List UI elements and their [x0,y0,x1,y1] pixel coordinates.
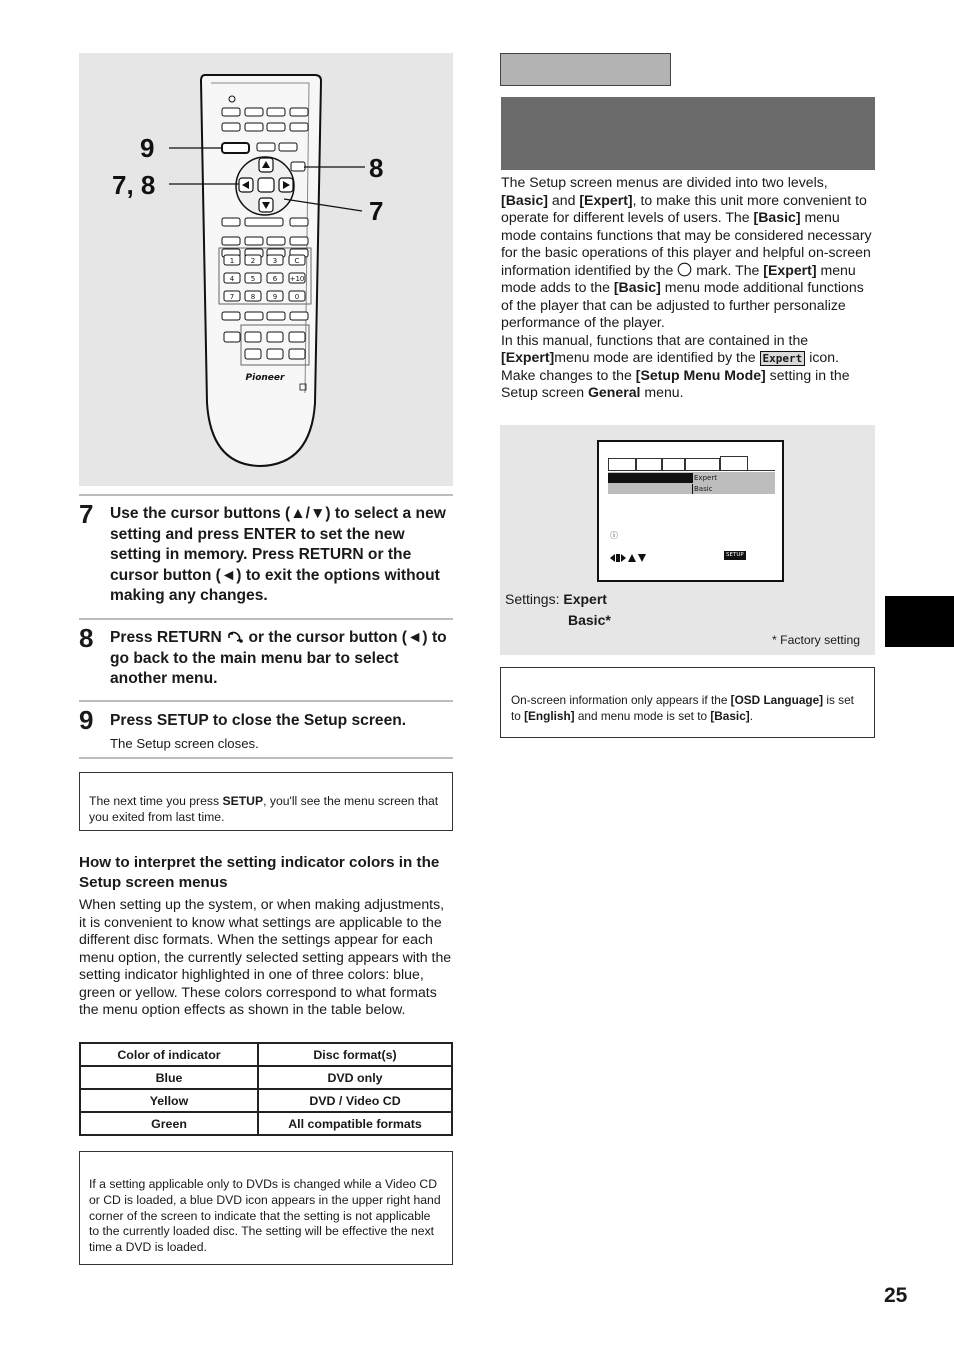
setting-basic-default: Basic* [568,612,611,628]
step-8-text-before: Press RETURN [110,629,222,646]
section-title-banner [501,97,875,170]
key-2: 2 [250,257,256,265]
note-setup-after: , you'll see the menu screen that you exited from last time. [89,794,439,824]
screen-tab-general-active [720,456,748,470]
chapter-side-tab [885,596,954,647]
key-6: 6 [272,275,278,283]
key-8: 8 [250,293,256,301]
step-9-rule [79,700,453,702]
heading-label-bar [500,53,671,86]
callout-7-8: 7, 8 [112,170,156,200]
callout-7: 7 [369,196,384,226]
setting-expert: Expert [563,591,607,607]
section-heading: How to interpret the setting indicator colors in the Setup screen menus [79,854,440,891]
table-header-format: Disc format(s) [258,1043,452,1066]
return-icon [226,631,244,643]
menu-levels-text [501,174,877,402]
key-9: 9 [272,293,278,301]
step-8-rule [79,618,453,620]
table-cell-color: Yellow [80,1089,258,1112]
table-header-row [80,1043,452,1066]
screen-tab-baseline [608,470,775,471]
info-circle-icon [677,262,692,277]
note-dvd-icon-text: If a setting applicable only to DVDs is changed while a Video CD or CD is loaded, a blue DVD icon appears in the upper right hand corner of the screen to indicate that the setting is not applicable to the currently loaded disc. The setting will be effective the next time a DVD is loaded. [89,1177,441,1255]
remote-brand-logo: Pioneer [245,373,285,383]
section-body-text: When setting up the system, or when making adjustments, it is convenient to know what settings are applicable to the different disc formats. When the settings appear for each menu option, the currently selected setting appears with the setting indicator highlighted in one of three colors: blue, green or yellow. These colors correspond to what formats the menu option effects as shown in the table below. [79,896,452,1017]
screen-info-mark-icon: ⓘ [610,531,618,540]
note-onscreen-info-text: On-screen information only appears if the [OSD Language] is set to [English] and menu mode is set to [Basic]. [511,693,854,723]
remote-control-illustration [79,53,453,486]
screen-option-expert: Expert [694,474,717,482]
factory-setting-note: * Factory setting [772,633,861,647]
table-row [80,1112,452,1135]
indicator-color-table [79,1042,453,1136]
note-box-dvd-icon [79,1151,453,1265]
step-7-rule [79,494,453,496]
screen-nav-arrows [610,550,646,568]
key-4: 4 [229,275,235,283]
screen-setup-icon: SETUP [726,552,744,558]
table-cell-format: DVD / Video CD [258,1089,452,1112]
step-7-text: Use the cursor buttons (▲/▼) to select a new setting and press ENTER to set the new setting in memory. Press RETURN or the cursor button (◄) to exit the options without making any changes. [110,505,446,605]
setup-screen-mockup [597,440,784,582]
key-1: 1 [229,257,235,265]
note-setup-before: The next time you press [89,794,223,808]
screen-tab [685,458,720,470]
callout-8: 8 [369,153,384,183]
step-9-bottom-rule [79,757,453,759]
screen-selected-item [608,473,692,483]
screen-tab [636,458,662,470]
key-3: 3 [272,257,278,265]
table-cell-format: All compatible formats [258,1112,452,1135]
step-8-text [110,628,453,690]
step-8-text-after: or the cursor button (◄) to go back to the main menu bar to select another menu. [110,629,447,688]
note-setup-text [89,794,443,826]
note-box-setup [79,772,453,831]
screen-option-basic: Basic [694,485,713,493]
settings-label-text: Settings: [505,591,564,607]
screen-tab [662,458,685,470]
table-row [80,1089,452,1112]
remote-figure-panel [79,53,453,486]
table-cell-format: DVD only [258,1066,452,1089]
table-header-color: Color of indicator [80,1043,258,1066]
setup-screen-panel [500,425,875,655]
key-plus10: +10 [289,275,305,283]
screen-tab [608,458,636,470]
table-row [80,1066,452,1089]
table-cell-color: Green [80,1112,258,1135]
settings-label [505,591,607,607]
expert-icon-paragraph: In this manual, functions that are contained in the [Expert]menu mode are identified by the Expert icon. Make changes to the [Setup Menu Mode] setting in the Setup screen General menu. [501,331,850,400]
step-7-number: 7 [79,499,94,529]
key-5: 5 [250,275,256,283]
menu-levels-paragraph: The Setup screen menus are divided into two levels, [Basic] and [Expert], to make this unit more convenient to operate for different levels of users. The [Basic] menu mode contains functions that may be considered necessary for the basic operations of this player and helpful on-screen information identified by the mark. The [Expert] menu mode adds to the [Basic] menu mode additional functions of the player that can be adjusted to further personalize performance of the player. [501,174,872,330]
table-cell-color: Blue [80,1066,258,1089]
expert-icon: Expert [760,351,806,366]
page-number: 25 [884,1284,908,1307]
step-9-subtext: The Setup screen closes. [110,736,259,751]
screen-arrow-keys-icon [610,553,646,563]
step-9-text: Press SETUP to close the Setup screen. [110,712,407,729]
note-box-onscreen-info [500,667,875,738]
key-clear: C [294,257,300,265]
step-8-number: 8 [79,623,94,653]
callout-9: 9 [140,133,155,163]
key-7: 7 [229,293,235,301]
key-0: 0 [294,293,300,301]
section-body [79,896,453,1019]
note-setup-bold: SETUP [222,794,264,808]
step-9-number: 9 [79,705,94,735]
